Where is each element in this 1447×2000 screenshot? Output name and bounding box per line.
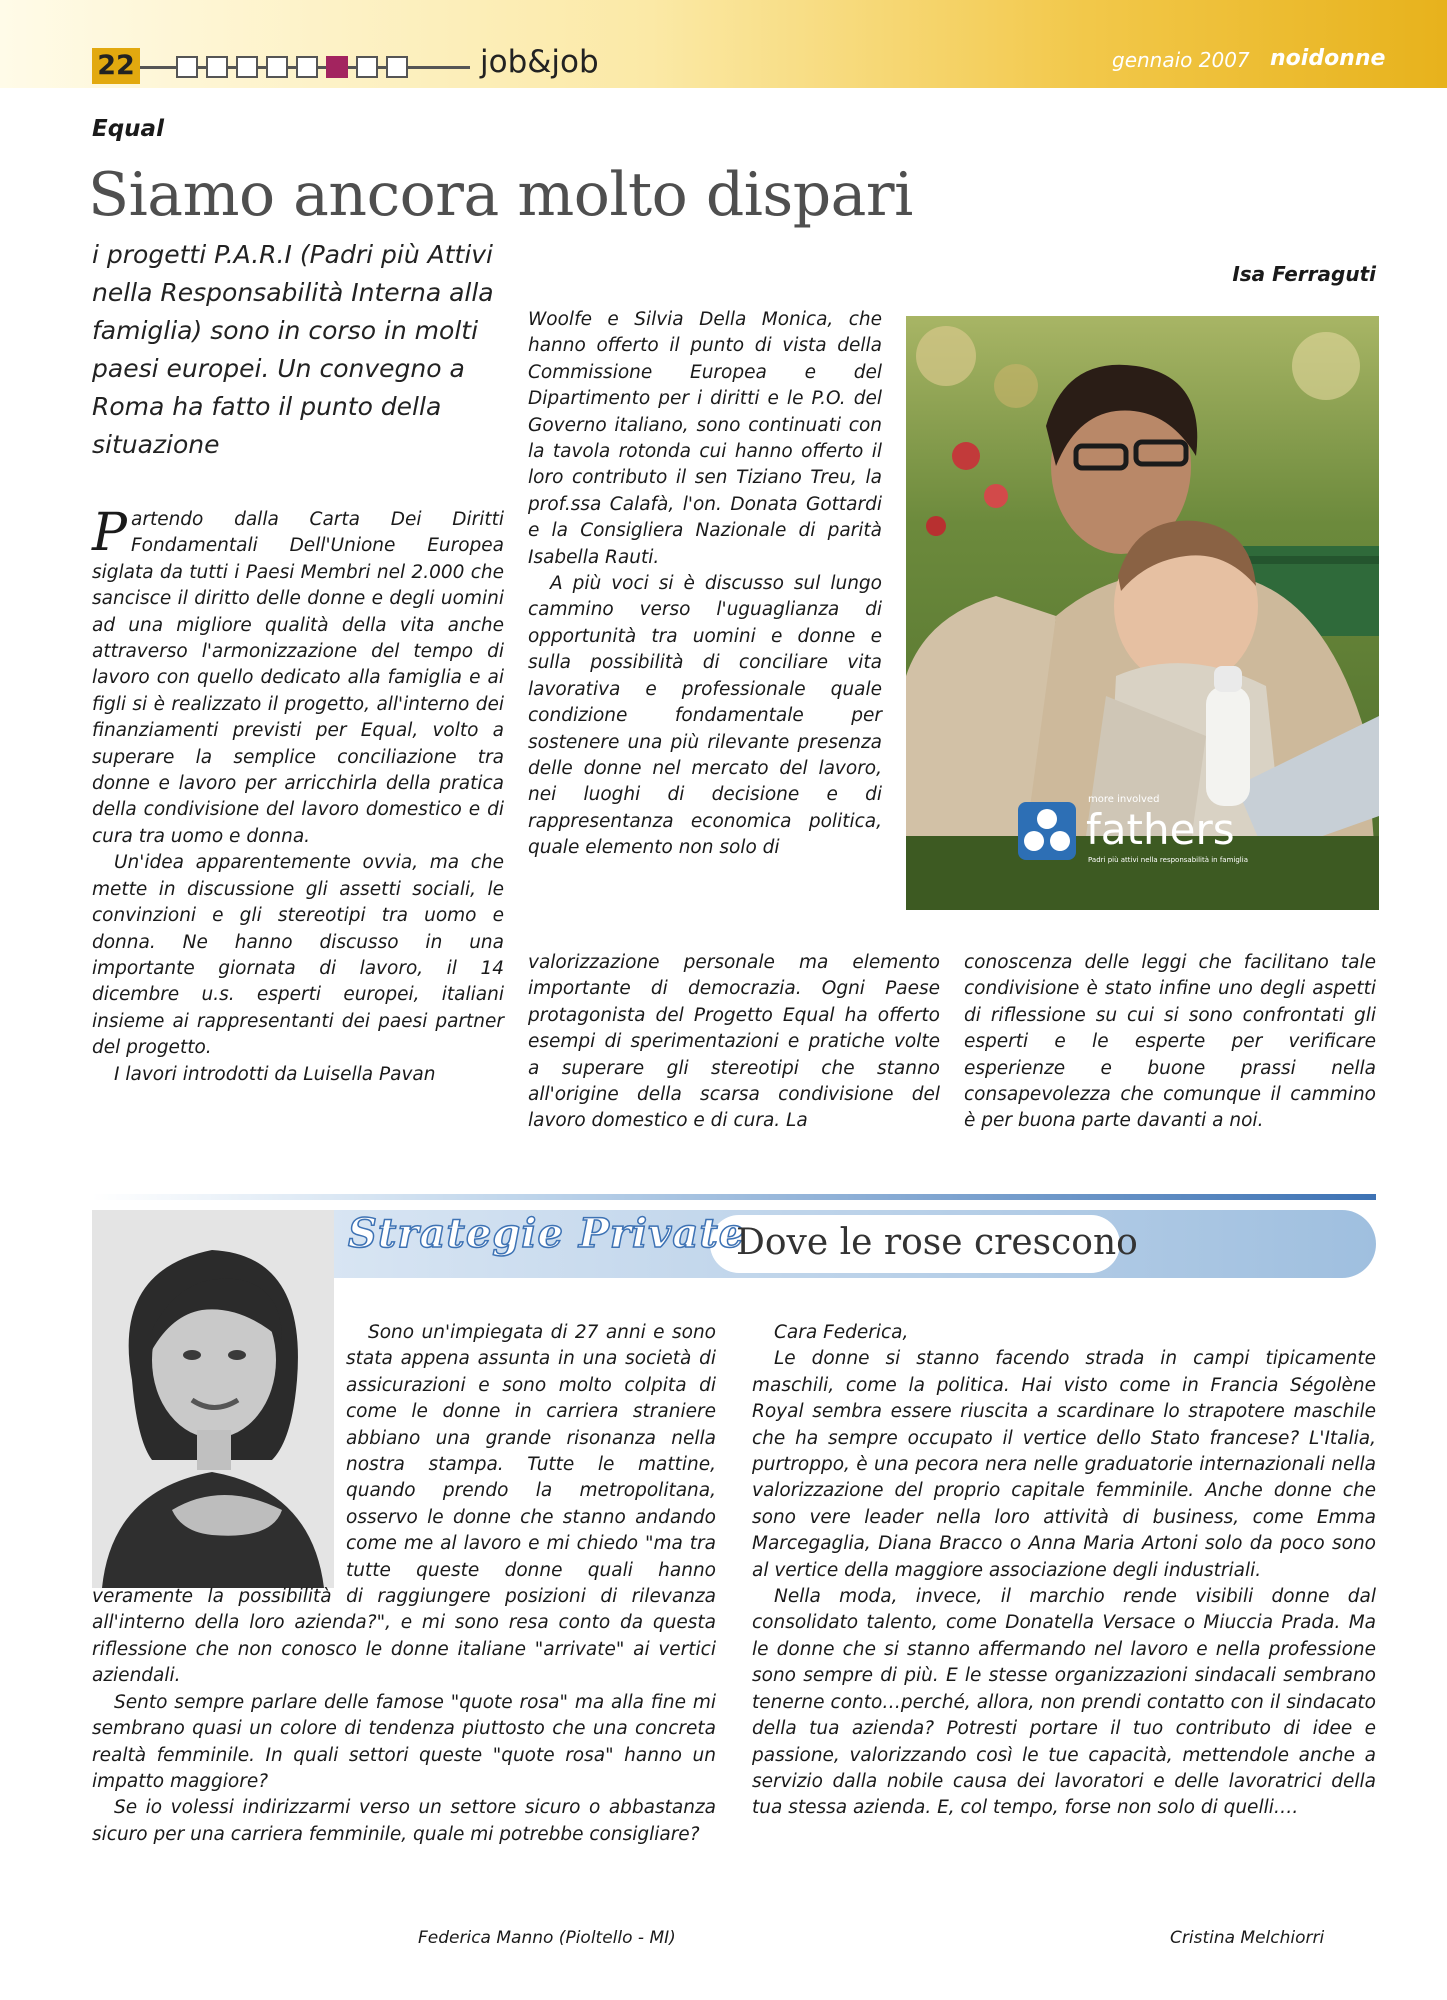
box-divider-rule <box>92 1194 1376 1200</box>
reply-paragraph: Le donne si stanno facendo strada in campi tipicamente maschili, come la politica. Hai visto come in Francia Ségolène Royal sembra essere riuscita a scardinare lo strapotere maschile che ha sempre occupato il vertice dello Stato francese? L'Italia, purtroppo, è una pecora nera nelle graduatorie internazionali nella valorizzazione del proprio capitale femminile. Anche donne che sono vere leader nella loro attività di business, come Emma Marcegaglia, Diana Bracco o Anna Maria Artoni solo da poco sono al vertice della maggiore associazione degli industriali. <box>752 1348 1376 1581</box>
letter-paragraph: Sono un'impiegata di 27 anni e sono stata appena assunta in una società di assicurazioni e sono molto colpita di come le donne in carriera straniere abbiano una grande risonanza nella nostra stampa. Tutte le mattine, quando prendo la metropolitana, osservo le donne che stanno andando come me al lavoro e mi chiedo "ma tra tutte queste donne quali hanno veramente la possibilità di raggiungere posizioni di rilevanza all'interno della loro azienda?", e mi sono resa conto da questa riflessione che non conosco le donne italiane "arrivate" ai vertici aziendali. <box>92 1322 716 1687</box>
section-marker-square <box>206 56 228 78</box>
article-column-1 <box>92 503 504 1088</box>
article-column-3 <box>964 950 1376 1135</box>
magazine-name: noidonne <box>1270 46 1386 71</box>
issue-date: gennaio 2007 <box>1112 48 1250 72</box>
section-marker-square <box>236 56 258 78</box>
father-and-baby-photo <box>906 316 1379 910</box>
section-name: job&job <box>480 44 599 80</box>
portrait-wrap-spacer <box>92 1320 346 1582</box>
section-marker-square <box>176 56 198 78</box>
article-column-2-upper <box>528 307 882 862</box>
box-kicker: Strategie Private <box>348 1210 746 1257</box>
article-paragraph: conoscenza delle leggi che facilitano tale condivisione è stato infine uno degli aspetti di riflessione su cui si sono confrontati gli esperti e le esperte per verificare esperienze e buone prassi nella consapevolezza che comunque il cammino è per buona parte davanti a noi. <box>964 952 1376 1132</box>
reply-column <box>752 1320 1376 1822</box>
drop-cap: P <box>92 503 127 563</box>
box-title: Dove le rose crescono <box>736 1222 1138 1263</box>
photo-illustration <box>906 316 1379 910</box>
section-marker-square <box>266 56 288 78</box>
article-subhead: i progetti P.A.R.I (Padri più Attivi nella Responsabilità Interna alla famiglia) sono in corso in molti paesi europei. Un convegno a Roma ha fatto il punto della situazione <box>92 240 494 459</box>
section-marker-square <box>386 56 408 78</box>
section-marker-square-active <box>326 56 348 78</box>
paragraph-text: artendo dalla Carta Dei Diritti Fondamentali Dell'Unione Europea siglata da tutti i Paesi Membri nel 2.000 che sancisce il diritto delle donne e degli uomini ad una migliore qualità della vita anche attraverso l'armonizzazione del tempo di lavoro con quello dedicato alla famiglia e ai figli si è realizzato il progetto, all'interno dei finanziamenti previsti per Equal, volto a superare la semplice conciliazione tra donne e lavoro per arricchirla della pratica della condivisione del lavoro domestico e di cura tra uomo e donna. <box>92 509 504 847</box>
logo-word: fathers <box>1086 805 1235 854</box>
article-paragraph: A più voci si è discusso sul lungo cammino verso l'uguaglianza di opportunità tra uomini e donne e sulla possibilità di conciliare vita lavorativa e professionale quale condizione fondamentale per sostenere una più rilevante presenza delle donne nel mercato del lavoro, nei luoghi di decisione e di rappresentanza economica politica, quale elemento non solo di <box>528 573 882 859</box>
article-paragraph: valorizzazione personale ma elemento importante di democrazia. Ogni Paese protagonista del Progetto Equal ha offerto esempi di sperimentazioni e pratiche volte a superare gli stereotipi che stanno all'origine della scarsa condivisione del lavoro domestico e di cura. La <box>528 952 940 1132</box>
logo-tagline: Padri più attivi nella responsabilità in famiglia <box>1088 856 1248 864</box>
section-marker-square <box>356 56 378 78</box>
letter-signature: Federica Manno (Pioltello - MI) <box>418 1928 676 1948</box>
letter-paragraph: Se io volessi indirizzarmi verso un settore sicuro o abbastanza sicuro per una carriera femminile, quale mi potrebbe consigliare? <box>92 1797 716 1845</box>
letter-paragraph: Sento sempre parlare delle famose "quote rosa" ma alla fine mi sembrano quasi un colore di tendenza piuttosto che una concreta realtà femminile. In quali settori queste "quote rosa" hanno un impatto maggiore? <box>92 1691 716 1792</box>
article-paragraph: Woolfe e Silvia Della Monica, che hanno offerto il punto di vista della Commissione Europea e del Dipartimento per i diritti e le P.O. del Governo italiano, sono continuati con la tavola rotonda cui hanno offerto il loro contributo il sen Tiziano Treu, la prof.ssa Calafà, l'on. Donata Gottardi e la Consigliera Nazionale di parità Isabella Rauti. <box>528 309 882 568</box>
reply-salutation: Cara Federica, <box>774 1322 909 1343</box>
article-paragraph: Un'idea apparentemente ovvia, ma che mette in discussione gli assetti sociali, le convinzioni e gli stereotipi tra uomo e donna. Ne hanno discusso in una importante giornata di lavoro, il 14 dicembre u.s. esperti europei, italiani insieme ai rappresentanti dei paesi partner del progetto. <box>92 852 504 1059</box>
logo-small-text: more involved <box>1088 794 1160 805</box>
article-headline: Siamo ancora molto dispari <box>88 160 913 230</box>
article-paragraph <box>92 503 504 850</box>
article-paragraph: I lavori introdotti da Luisella Pavan <box>114 1063 436 1085</box>
reply-signature: Cristina Melchiorri <box>1170 1928 1325 1948</box>
article-kicker: Equal <box>92 116 164 142</box>
article-column-2-lower <box>528 950 940 1135</box>
article-byline: Isa Ferraguti <box>1232 262 1376 286</box>
section-marker-square <box>296 56 318 78</box>
reply-paragraph: Nella moda, invece, il marchio rende visibili donne dal consolidato talento, come Donatella Versace o Miuccia Prada. Ma le donne che si stanno affermando nel lavoro e nella professione sono sempre di più. E le stesse organizzazioni sindacali sembrano tenerne conto…perché, allora, non prendi contatto con il sindacato della tua azienda? Potresti portare il tuo contributo di idee e passione, valorizzando così le tue capacità, mettendole anche a servizio dalla nobile causa dei lavoratori e delle lavoratrici della tua stessa azienda. E, col tempo, forse non solo di quelli…. <box>752 1586 1376 1819</box>
letter-column <box>92 1320 716 1848</box>
page-number: 22 <box>92 48 140 84</box>
